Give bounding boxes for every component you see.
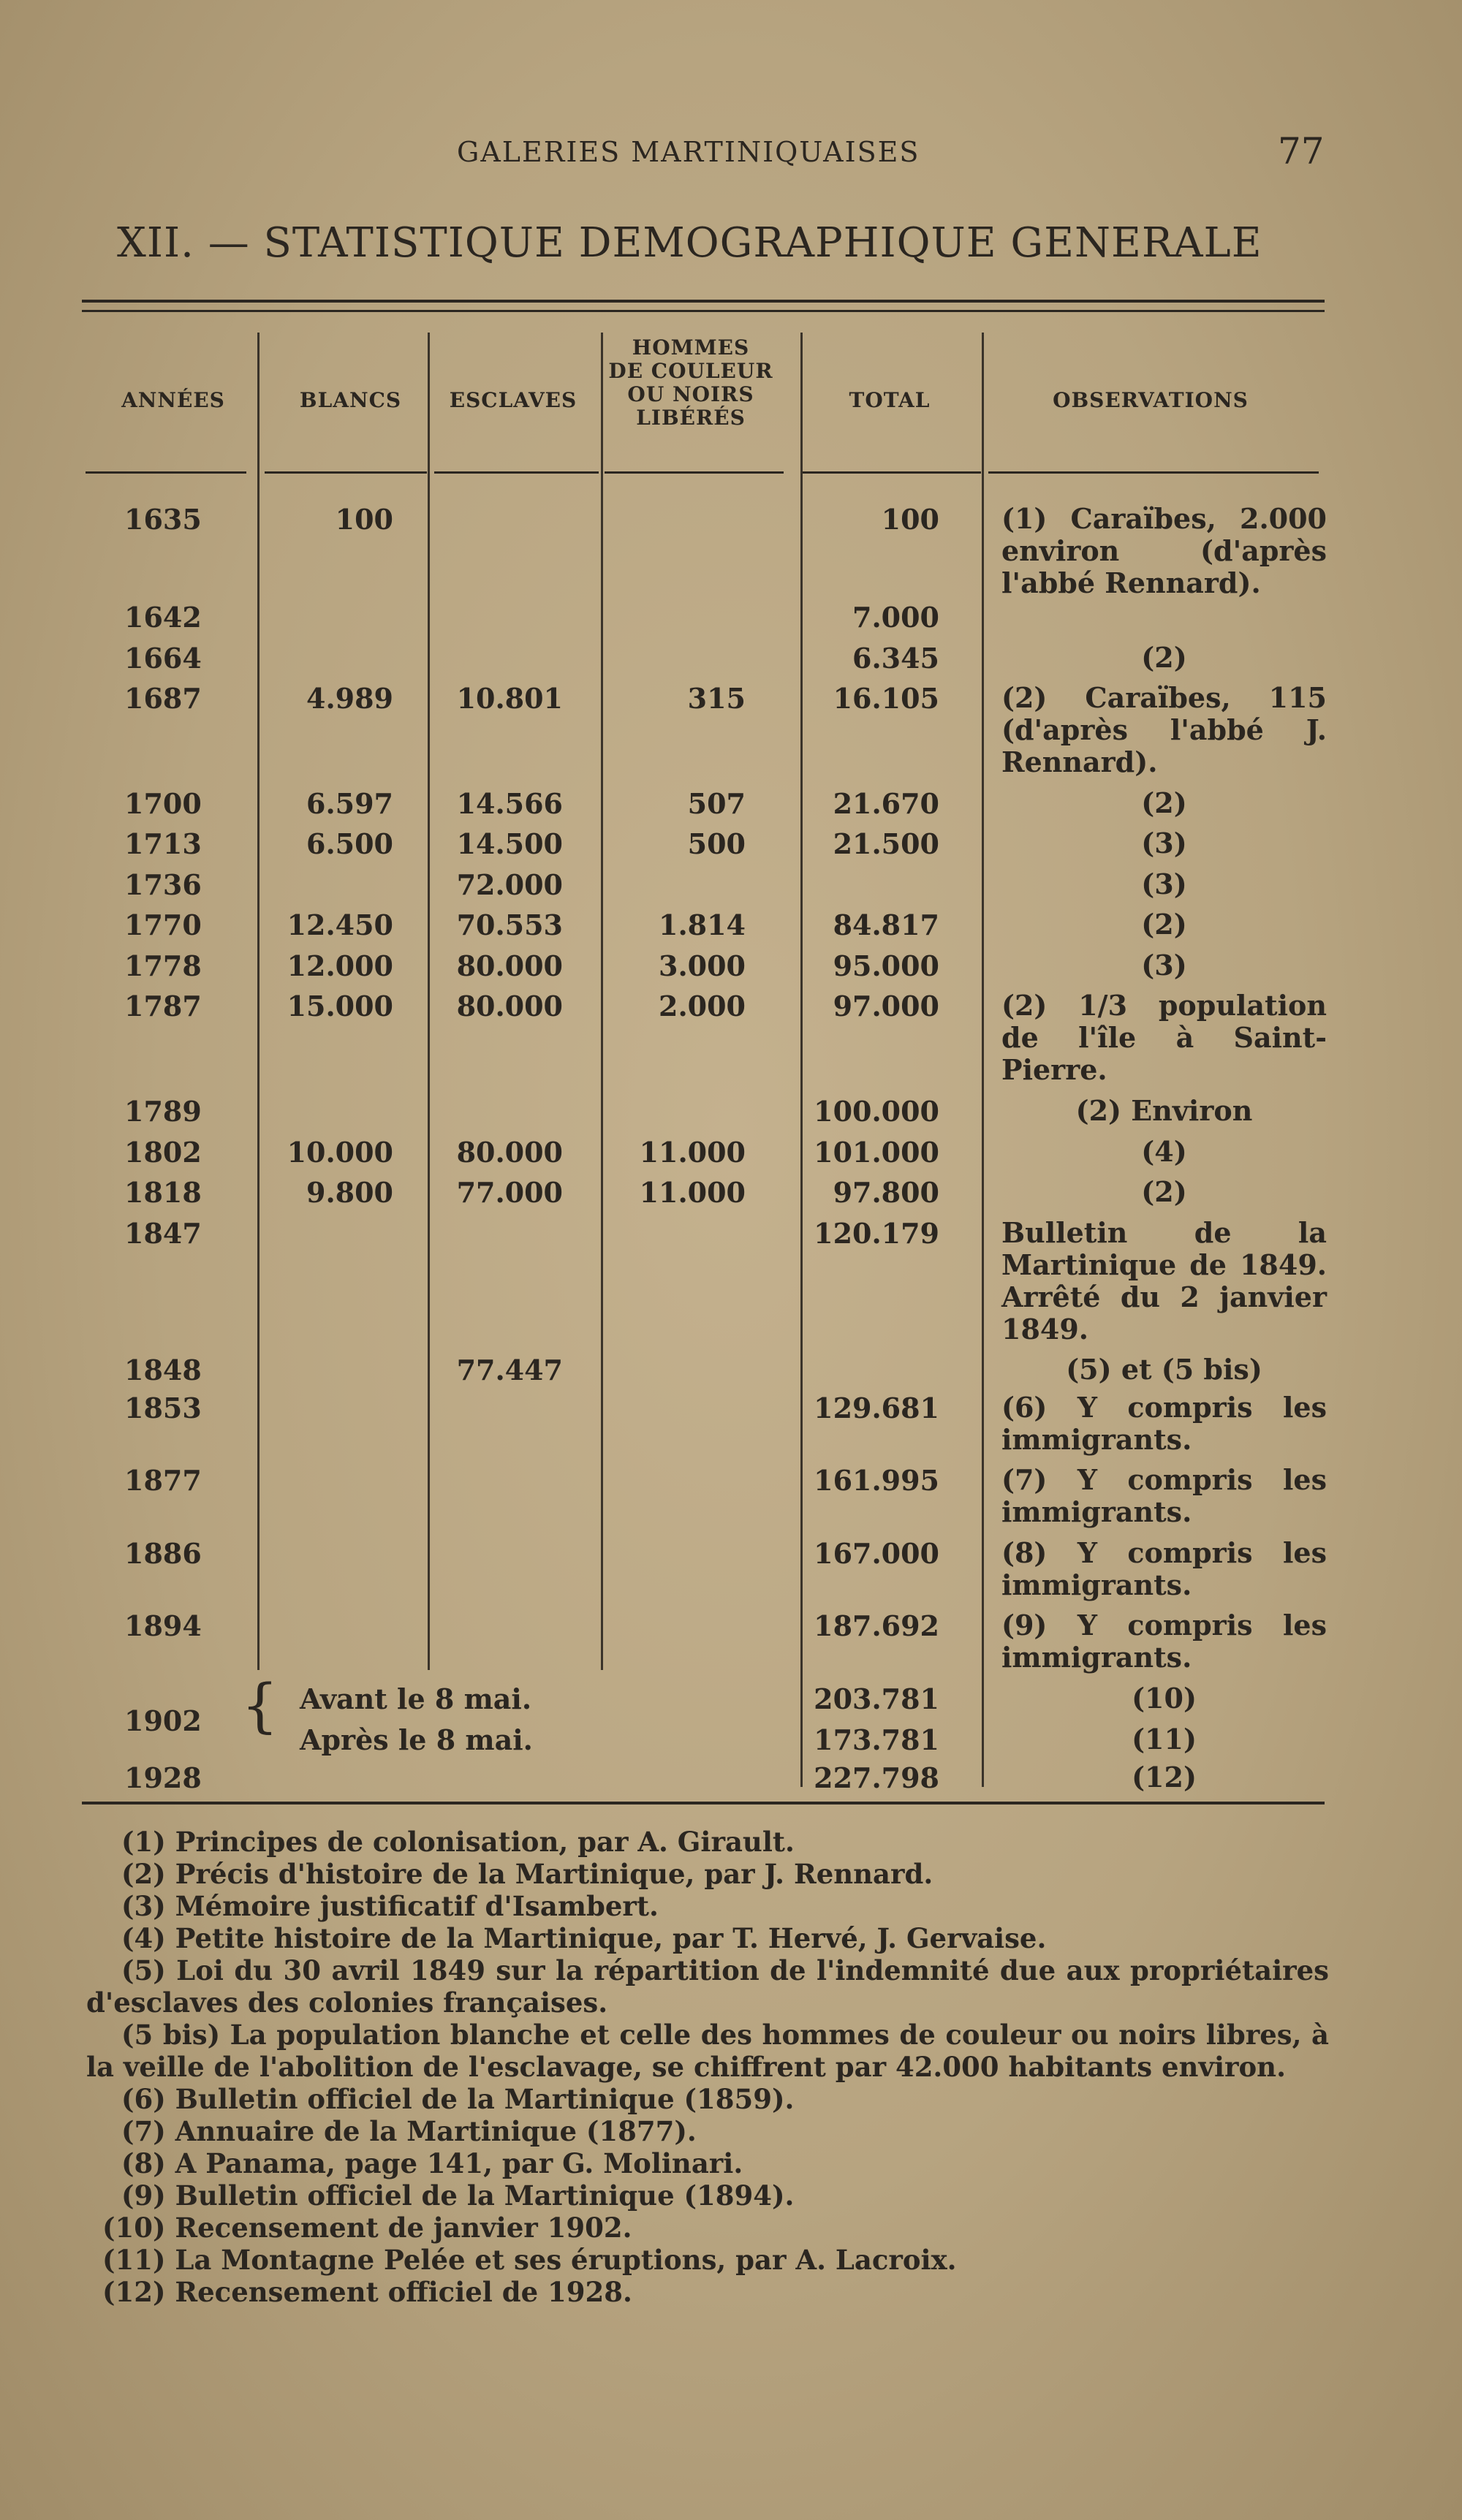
col-header-hommes-line3: OU NOIRS [627, 382, 754, 406]
col-header-total: TOTAL [849, 388, 931, 412]
cell-esclaves: 14.566 [456, 787, 563, 820]
cell-year: 1928 [124, 1761, 202, 1794]
running-title: GALERIES MARTINIQUAISES [457, 136, 920, 168]
cell-observations: (10) [1132, 1682, 1197, 1715]
cell-hommes-de-couleur: 500 [687, 827, 746, 860]
cell-total: 6.345 [852, 642, 939, 675]
cell-total: 21.500 [833, 827, 939, 860]
footnotes [86, 1826, 1329, 2308]
footnote: (10) Recensement de janvier 1902. [102, 2212, 632, 2244]
cell-blancs: 6.597 [306, 787, 393, 820]
cell-hommes-de-couleur: 2.000 [659, 990, 746, 1022]
cell-year: 1802 [124, 1136, 202, 1169]
cell-year: 1635 [124, 503, 202, 536]
section-title: XII. — STATISTIQUE DEMOGRAPHIQUE GENERALE [117, 219, 1262, 267]
footnote: (1) Principes de colonisation, par A. Girault. [121, 1826, 795, 1858]
cell-total: 84.817 [833, 908, 939, 941]
cell-esclaves: 80.000 [456, 949, 563, 982]
cell-hommes-de-couleur: 1.814 [659, 908, 746, 941]
cell-esclaves: 77.000 [456, 1176, 563, 1209]
cell-year: 1770 [124, 908, 202, 941]
bottom-rule [82, 1802, 1325, 1804]
cell-total: 129.681 [814, 1392, 939, 1424]
cell-year: 1664 [124, 642, 202, 675]
page-number: 77 [1278, 130, 1325, 172]
cell-total: 167.000 [814, 1537, 939, 1570]
cell-hommes-de-couleur: 507 [687, 787, 746, 820]
cell-total: 100.000 [814, 1095, 939, 1128]
cell-observations: (8) Y compris les immigrants. [1001, 1536, 1327, 1601]
cell-observations: (3) [1141, 868, 1187, 900]
footnote: (12) Recensement officiel de 1928. [102, 2276, 632, 2308]
cell-year: 1886 [124, 1537, 202, 1570]
cell-hommes-de-couleur: 11.000 [639, 1136, 746, 1169]
cell-esclaves: 77.447 [456, 1354, 563, 1386]
cell-year: 1847 [124, 1217, 202, 1250]
cell-observations: (11) [1132, 1723, 1197, 1756]
cell-year: 1853 [124, 1392, 202, 1424]
cell-esclaves: 70.553 [456, 908, 563, 941]
cell-observations: (2) 1/3 population de l'île à Saint-Pierre. [1001, 989, 1327, 1086]
cell-year: 1700 [124, 787, 202, 820]
cell-observations: (2) Caraïbes, 115 (d'après l'abbé J. Rennard). [1001, 681, 1327, 778]
col-header-hommes-line2: DE COULEUR [608, 359, 773, 383]
cell-blancs: 12.000 [287, 949, 393, 982]
cell-esclaves: 80.000 [456, 990, 563, 1022]
cell-esclaves: 80.000 [456, 1136, 563, 1169]
cell-observations: (12) [1132, 1761, 1197, 1794]
cell-total: 203.781 [814, 1682, 939, 1715]
cell-total: 120.179 [814, 1217, 939, 1250]
cell-total: 7.000 [852, 601, 939, 634]
cell-observations: (2) [1141, 908, 1187, 941]
cell-total: 100 [881, 503, 939, 536]
cell-observations: (7) Y compris les immigrants. [1001, 1463, 1327, 1528]
cell-total: 21.670 [833, 787, 939, 820]
cell-total: 227.798 [814, 1761, 939, 1794]
footnote: (2) Précis d'histoire de la Martinique, par J. Rennard. [121, 1858, 933, 1890]
cell-observations: (1) Caraïbes, 2.000 environ (d'après l'abbé Rennard). [1001, 502, 1327, 599]
cell-total: 97.800 [833, 1176, 939, 1209]
cell-total: 97.000 [833, 990, 939, 1022]
cell-year: 1877 [124, 1464, 202, 1497]
footnote: (8) A Panama, page 141, par G. Molinari. [121, 2147, 743, 2179]
footnote: (6) Bulletin officiel de la Martinique (1859). [121, 2083, 795, 2115]
cell-hommes-de-couleur: 3.000 [659, 949, 746, 982]
col-header-annees: ANNÉES [121, 388, 225, 412]
cell-year: 1787 [124, 990, 202, 1022]
cell-total: 173.781 [814, 1723, 939, 1756]
cell-year: 1902 [124, 1704, 202, 1737]
cell-total: 101.000 [814, 1136, 939, 1169]
cell-observations: (2) [1141, 786, 1187, 819]
footnote: (11) La Montagne Pelée et ses éruptions, par A. Lacroix. [102, 2244, 957, 2276]
cell-observations: (5) et (5 bis) [1066, 1353, 1262, 1386]
col-header-observations: OBSERVATIONS [1053, 388, 1249, 412]
col-header-blancs: BLANCS [299, 388, 402, 412]
footnote: (9) Bulletin officiel de la Martinique (1894). [121, 2179, 795, 2212]
cell-total: 161.995 [814, 1464, 939, 1497]
cell-year: 1687 [124, 682, 202, 715]
cell-apres: Après le 8 mai. [300, 1723, 533, 1756]
footnote: (4) Petite histoire de la Martinique, par T. Hervé, J. Gervaise. [121, 1922, 1047, 1954]
cell-observations: (3) [1141, 827, 1187, 859]
footnote: (5 bis) La population blanche et celle des hommes de couleur ou noirs libres, à la veille de l'abolition de l'esclavage, se chiffrent par 42.000 habitants environ. [86, 2019, 1329, 2083]
cell-hommes-de-couleur: 11.000 [639, 1176, 746, 1209]
cell-observations: (9) Y compris les immigrants. [1001, 1609, 1327, 1674]
cell-total: 187.692 [814, 1609, 939, 1642]
cell-esclaves: 10.801 [456, 682, 563, 715]
cell-year: 1713 [124, 827, 202, 860]
cell-observations: (4) [1141, 1135, 1187, 1168]
cell-blancs: 10.000 [287, 1136, 393, 1169]
footnote: (5) Loi du 30 avril 1849 sur la répartition de l'indemnité due aux propriétaires d'esclaves des colonies françaises. [86, 1954, 1329, 2019]
brace-icon: { [241, 1671, 279, 1739]
cell-year: 1848 [124, 1354, 202, 1386]
cell-avant: Avant le 8 mai. [300, 1682, 532, 1715]
cell-esclaves: 72.000 [456, 868, 563, 901]
cell-observations: (3) [1141, 949, 1187, 982]
cell-esclaves: 14.500 [456, 827, 563, 860]
cell-observations: (6) Y compris les immigrants. [1001, 1391, 1327, 1456]
cell-blancs: 15.000 [287, 990, 393, 1022]
cell-hommes-de-couleur: 315 [687, 682, 746, 715]
col-header-hommes-line1: HOMMES [632, 335, 750, 360]
col-header-esclaves: ESCLAVES [449, 388, 577, 412]
cell-blancs: 6.500 [306, 827, 393, 860]
cell-year: 1736 [124, 868, 202, 901]
col-header-hommes-line4: LIBÉRÉS [636, 406, 746, 430]
cell-year: 1894 [124, 1609, 202, 1642]
footnote: (7) Annuaire de la Martinique (1877). [121, 2115, 697, 2147]
cell-observations: (2) [1141, 641, 1187, 674]
cell-observations: Bulletin de la Martinique de 1849. Arrêté du 2 janvier 1849. [1001, 1216, 1327, 1346]
cell-blancs: 4.989 [306, 682, 393, 715]
cell-observations: (2) Environ [1075, 1094, 1253, 1127]
cell-total: 95.000 [833, 949, 939, 982]
cell-year: 1789 [124, 1095, 202, 1128]
cell-observations: (2) [1141, 1175, 1187, 1208]
cell-blancs: 9.800 [306, 1176, 393, 1209]
cell-blancs: 12.450 [287, 908, 393, 941]
cell-year: 1818 [124, 1176, 202, 1209]
footnote: (3) Mémoire justificatif d'Isambert. [121, 1890, 659, 1922]
cell-year: 1778 [124, 949, 202, 982]
cell-total: 16.105 [833, 682, 939, 715]
cell-blancs: 100 [335, 503, 393, 536]
cell-year: 1642 [124, 601, 202, 634]
